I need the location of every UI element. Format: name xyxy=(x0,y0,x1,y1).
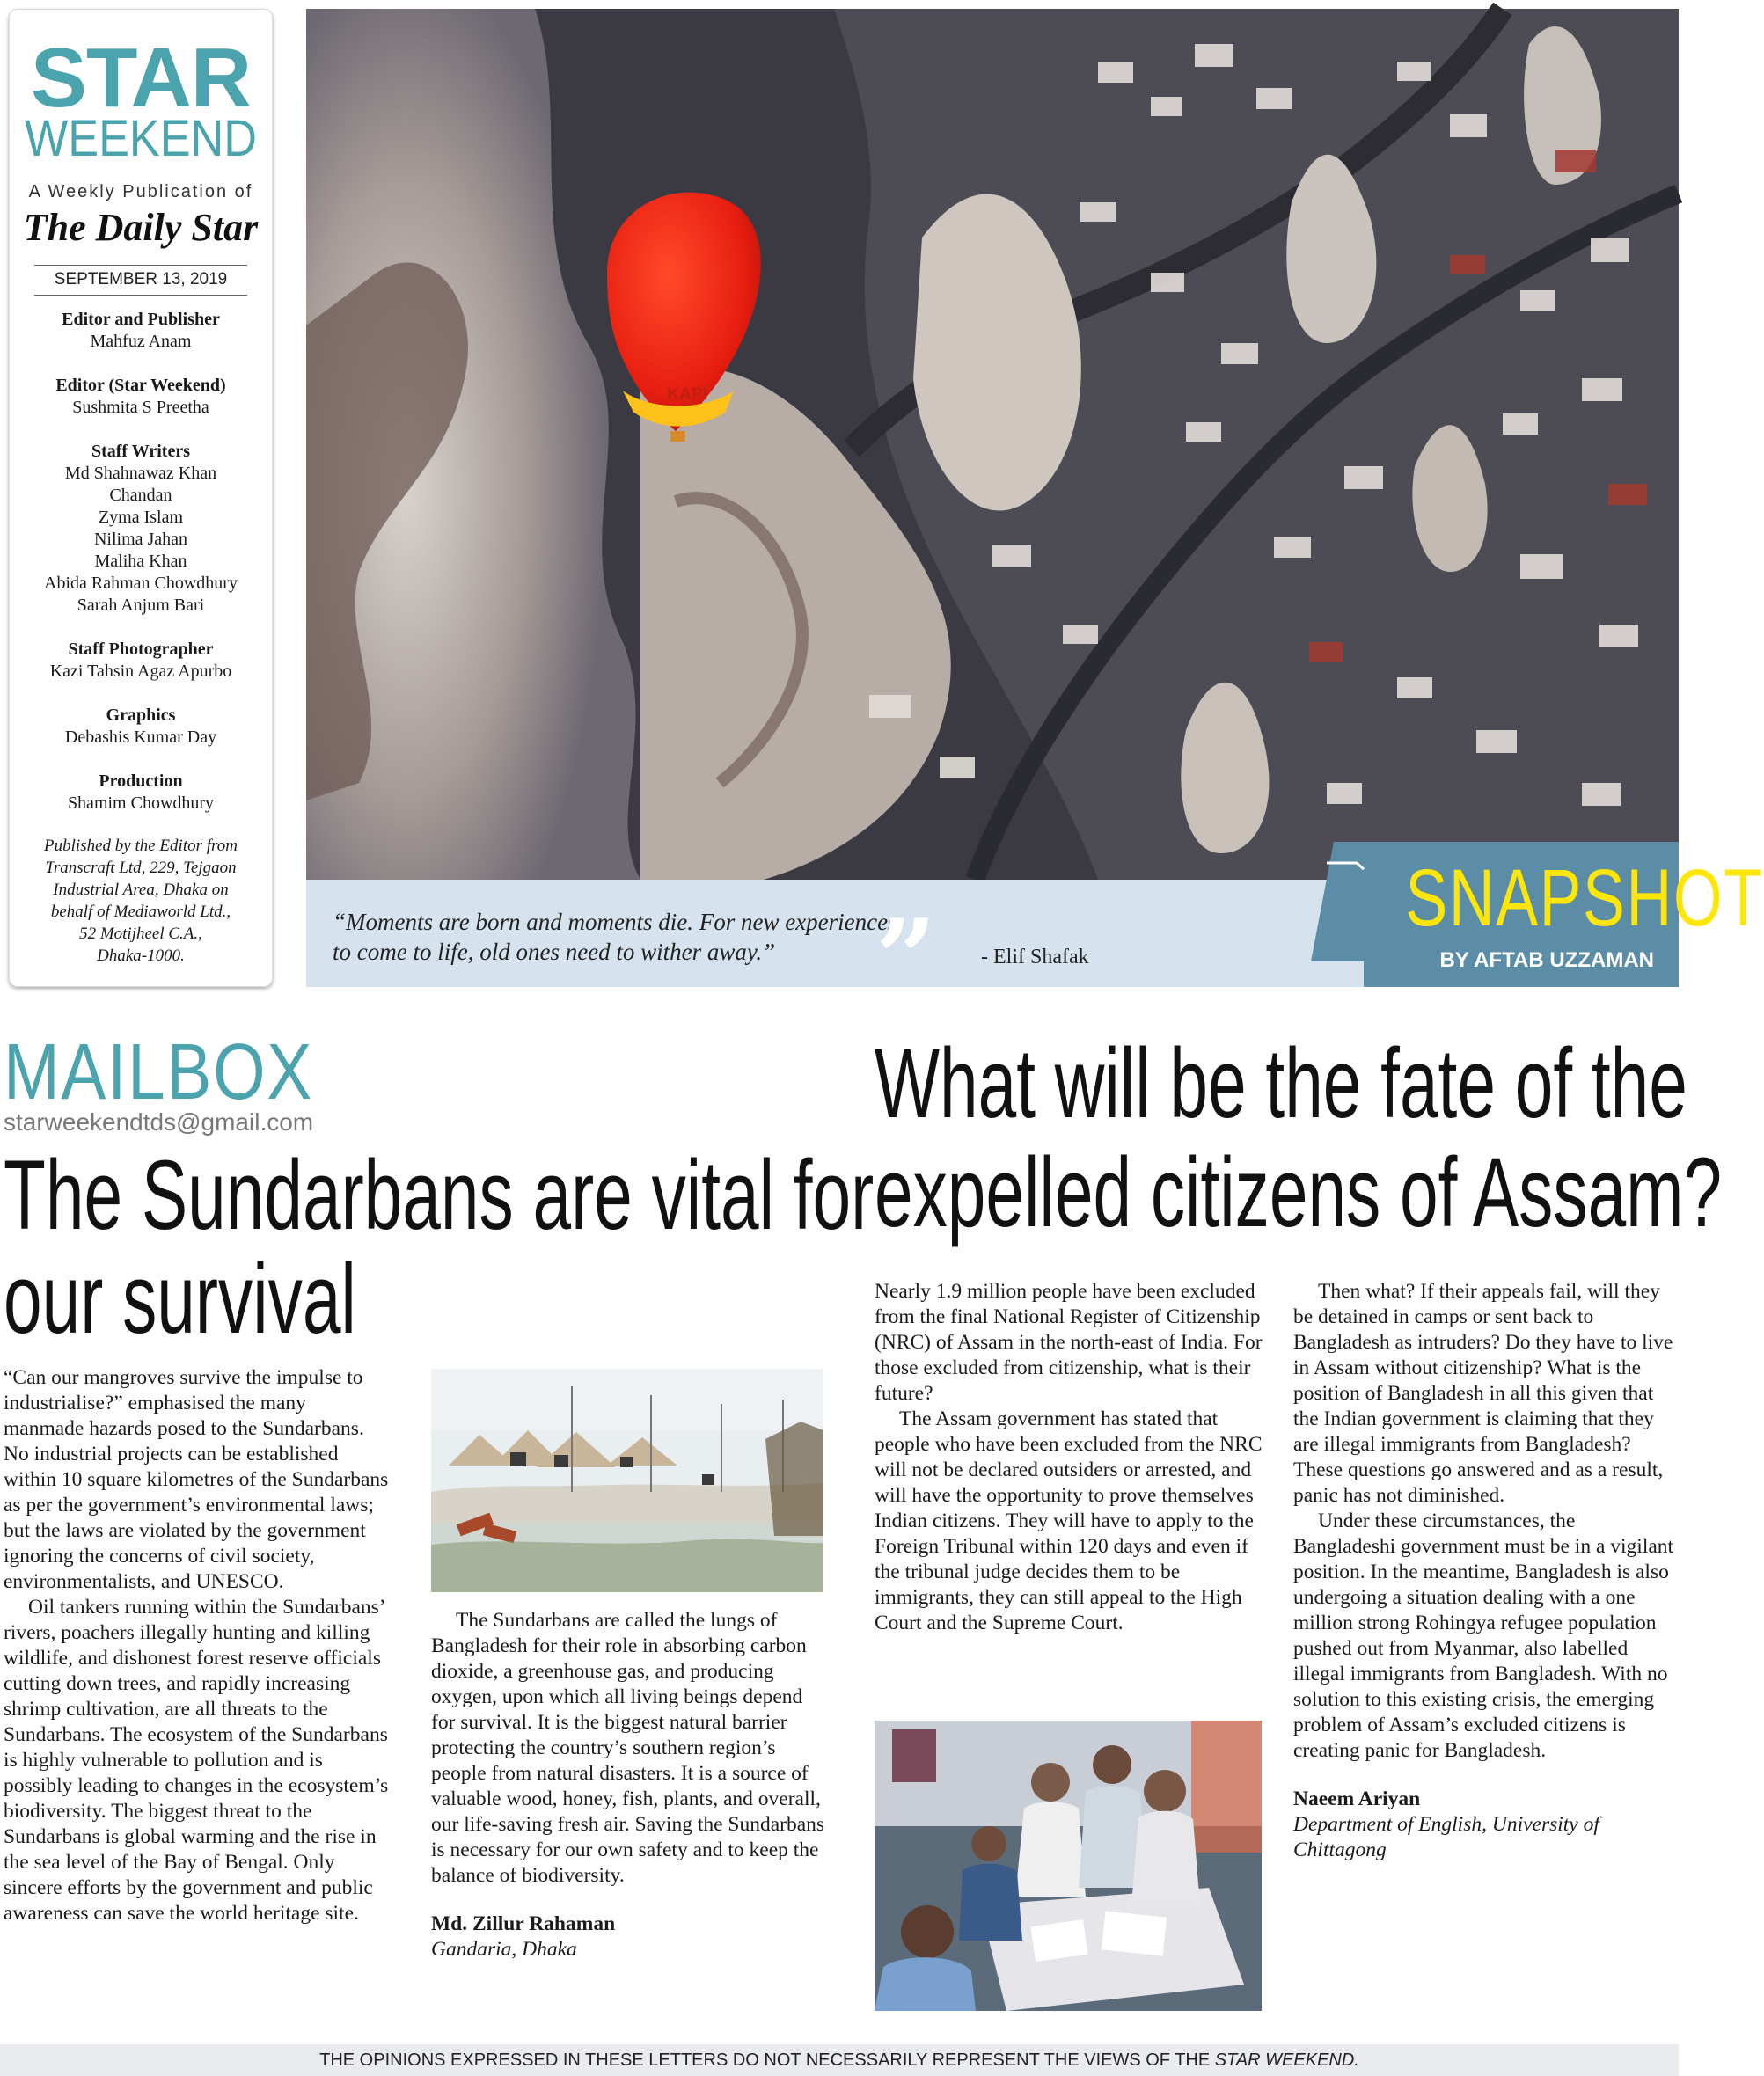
staff-name: Shamim Chowdhury xyxy=(67,793,215,813)
staff-group xyxy=(10,771,272,815)
staff-name: Nilima Jahan xyxy=(93,530,188,549)
mailbox-email[interactable]: starweekendtds@gmail.com xyxy=(4,1108,314,1136)
staff-role: Graphics xyxy=(106,705,176,725)
disclaimer-text: THE OPINIONS EXPRESSED IN THESE LETTERS DO NOT NECESSARILY REPRESENT THE VIEWS OF THE xyxy=(319,2050,1215,2070)
author-affiliation: Department of English, University of Chittagong xyxy=(1293,1813,1599,1861)
staff-name: Debashis Kumar Day xyxy=(64,727,217,747)
staff-name: Sarah Anjum Bari xyxy=(77,596,205,615)
quote-line: to come to life, old ones need to wither away.” xyxy=(333,939,776,965)
staff-group xyxy=(10,705,272,749)
divider xyxy=(34,295,247,296)
brand-weekend: WEEKEND xyxy=(25,110,257,167)
headline-line: What will be the fate of the xyxy=(875,1028,1687,1138)
divider xyxy=(34,265,247,266)
disclaimer-footer xyxy=(0,2044,1679,2076)
letter2-signature xyxy=(1293,1787,1680,1863)
staff-role: Production xyxy=(99,771,183,791)
staff-role: Editor (Star Weekend) xyxy=(55,376,226,395)
cappadocia-aerial-illustration xyxy=(306,9,1679,880)
letter2-headline xyxy=(875,1028,1723,1247)
sundarbans-photo xyxy=(431,1369,823,1592)
publisher-line: behalf of Mediaworld Ltd., xyxy=(50,903,231,921)
masthead-card xyxy=(9,9,273,987)
staff-group xyxy=(10,375,272,419)
staff-name: Chandan xyxy=(109,486,172,505)
paragraph: Nearly 1.9 million people have been excluded from the final National Register of Citizenship (NRC) of Assam in the north-east of India. For those excluded from citizenship, what is their future? xyxy=(875,1280,1263,1405)
issue-date: SEPTEMBER 13, 2019 xyxy=(54,270,228,289)
paragraph: Under these circumstances, the Bangladeshi government must be in a vigilant position. In the meantime, Bangladesh is also undergoing a situation dealing with a one million strong Rohingya refugee population pushed out from Myanmar, also labelled illegal immigrants from Bangladesh. With no solution to this existing crisis, the emerging problem of Assam’s excluded citizens is creating panic for Bangladesh. xyxy=(1293,1509,1674,1762)
staff-name: Abida Rahman Chowdhury xyxy=(44,574,238,593)
disclaimer-emphasis: STAR WEEKEND. xyxy=(1214,2050,1359,2070)
headline-line: our survival xyxy=(4,1244,356,1354)
letter1-column2 xyxy=(431,1608,827,1963)
staff-role: Editor and Publisher xyxy=(62,310,220,329)
publisher-line: Published by the Editor from xyxy=(44,837,238,855)
tagline: A Weekly Publication of xyxy=(28,182,253,201)
paragraph: Then what? If their appeals fail, will they be detained in camps or sent back to Bangladesh as intruders? Do they have to live in Assam without citizenship? What is the position of Bangladesh in all this given that the Indian government is claiming that they are illegal immigrants from Bangladesh? These questions go answered and as a result, panic has not diminished. xyxy=(1293,1280,1673,1507)
letter1-column1 xyxy=(4,1365,391,1926)
publisher-line: Transcraft Ltd, 229, Tejgaon xyxy=(45,859,237,877)
headline-line: The Sundarbans are vital for xyxy=(4,1140,875,1250)
letter1-signature xyxy=(431,1912,827,1963)
paragraph: “Can our mangroves survive the impulse to industrialise?” emphasised the many manmade hazards posed to the Sundarbans. No industrial projects can be established within 10 square kilometres of the Sundarbans as per the government’s environmental laws; but the laws are violated by the government ignoring the concerns of civil society, environmentalists, and UNESCO. xyxy=(4,1366,389,1593)
staff-name: Sushmita S Preetha xyxy=(72,398,209,417)
publisher-line: Industrial Area, Dhaka on xyxy=(53,881,229,899)
nrc-office-photo xyxy=(875,1721,1262,2011)
sundarbans-illustration xyxy=(431,1369,823,1592)
staff-list xyxy=(10,309,272,837)
quote-line: “Moments are born and moments die. For new experiences xyxy=(333,909,897,935)
headline-line: expelled citizens of Assam? xyxy=(875,1137,1723,1247)
author-name: Md. Zillur Rahaman xyxy=(431,1912,616,1935)
paragraph: Oil tankers running within the Sundarbans’ rivers, poachers illegally hunting and killing wildlife, and dishonest forest reserve officials cutting down trees, and rapidly increasing shrimp cultivation, are all threats to the Sundarbans. The ecosystem of the Sundarbans is highly vulnerable to pollution and is possibly leading to changes in the ecosystem’s biodiversity. The biggest threat to the Sundarbans is global warming and the rise in the sea level of the Bay of Bengal. Only sincere efforts by the government and public awareness can save the world heritage site. xyxy=(4,1596,389,1925)
author-name: Naeem Ariyan xyxy=(1293,1787,1421,1810)
quote-author: - Elif Shafak xyxy=(981,946,1089,969)
mailbox-title: MAILBOX xyxy=(4,1028,314,1116)
parent-paper-logo: The Daily Star xyxy=(23,206,259,249)
publisher-line: Dhaka-1000. xyxy=(97,947,185,965)
staff-role: Staff Photographer xyxy=(68,640,214,659)
staff-name: Zyma Islam xyxy=(98,508,184,527)
staff-name: Md Shahnawaz Khan xyxy=(64,464,217,483)
letter2-column2 xyxy=(1293,1279,1680,1863)
letter1-headline xyxy=(4,1140,875,1354)
staff-group xyxy=(10,441,272,617)
staff-group xyxy=(10,639,272,683)
author-location: Gandaria, Dhaka xyxy=(431,1938,577,1961)
staff-group xyxy=(10,309,272,353)
nrc-office-illustration xyxy=(875,1721,1262,2011)
publisher-line: 52 Motijheel C.A., xyxy=(79,925,202,943)
publisher-note xyxy=(22,835,260,967)
staff-name: Kazi Tahsin Agaz Apurbo xyxy=(49,662,232,681)
staff-name: Maliha Khan xyxy=(94,552,187,571)
staff-role: Staff Writers xyxy=(91,442,190,461)
snapshot-photo xyxy=(306,9,1679,880)
brand-star: STAR xyxy=(30,31,252,125)
closing-quote-icon: ” xyxy=(875,896,937,1020)
staff-name: Mahfuz Anam xyxy=(90,332,192,351)
letter2-column1 xyxy=(875,1279,1270,1636)
paragraph: The Assam government has stated that people who have been excluded from the NRC will not be declared outsiders or arrested, and will have the opportunity to prove themselves Indian citizens. They will have to apply to the Foreign Tribunal within 120 days and even if the tribunal judge decides them to be immigrants, they can still appeal to the High Court and the Supreme Court. xyxy=(875,1407,1263,1634)
snapshot-byline: BY AFTAB UZZAMAN xyxy=(1439,948,1654,972)
balloon-lettering: KAPI xyxy=(667,385,708,405)
snapshot-title: SNAPSHOT xyxy=(1405,853,1764,943)
paragraph: The Sundarbans are called the lungs of Bangladesh for their role in absorbing carbon dioxide, a greenhouse gas, and producing oxygen, upon which all living beings depend for survival. It is the biggest natural barrier protecting the country’s southern region’s people from natural disasters. It is a source of valuable wood, honey, fish, plants, and overall, our life-saving fresh air. Saving the Sundarbans is necessary for our own safety and to keep the balance of biodiversity. xyxy=(431,1609,825,1887)
